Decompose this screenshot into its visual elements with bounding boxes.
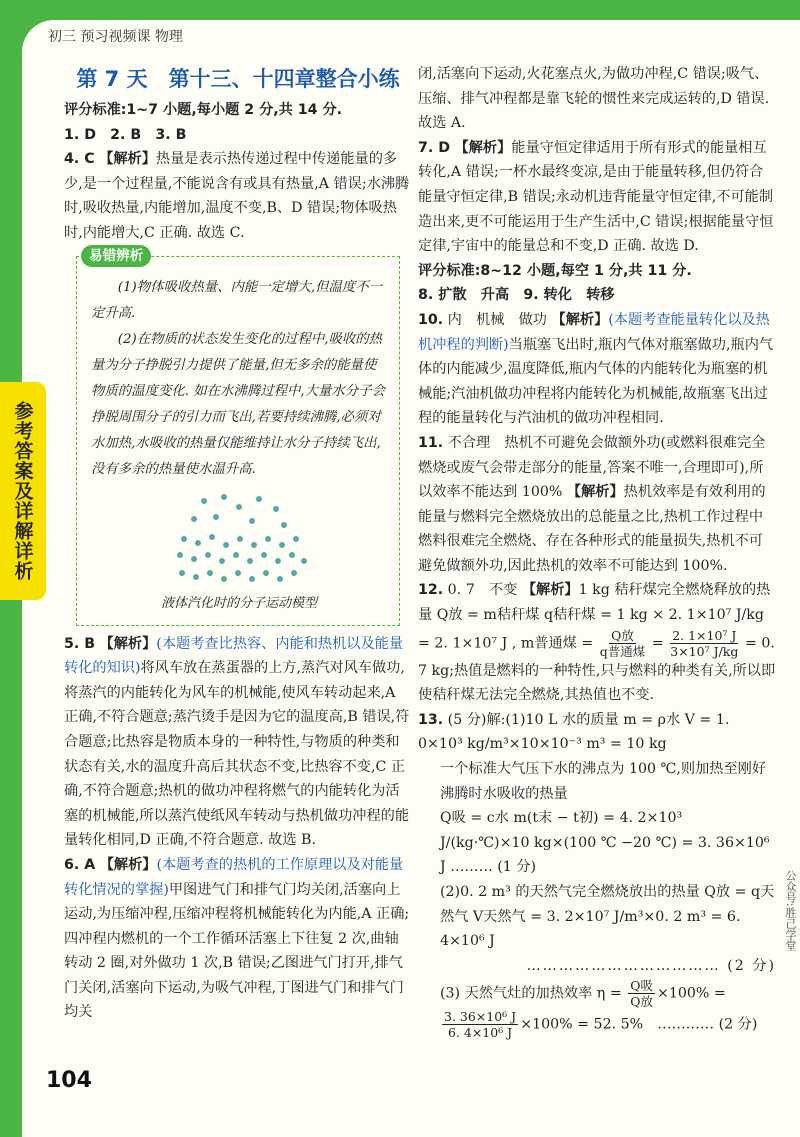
q12-fraction-2-num: 2. 1×10⁷ J bbox=[672, 627, 737, 643]
q13-line-7b: ×100% = 52. 5% ………… (2 分) bbox=[520, 1016, 758, 1033]
side-tab-label: 参考答案及详解详析 bbox=[11, 401, 34, 581]
scoring-standard-1 bbox=[64, 98, 412, 123]
q10-answer: 内 机械 做功 bbox=[447, 311, 547, 328]
question-6 bbox=[64, 853, 412, 1025]
q7-number: 7. D bbox=[418, 139, 450, 156]
question-5 bbox=[64, 632, 412, 853]
q12-fraction-1-den: q普通煤 bbox=[599, 643, 646, 659]
q4-text: 热量是表示热传递过程中传递能量的多少,是一个过程量,不能说含有或具有热量,A 错误;水沸腾时,吸收热量,内能增加,温度不变,B、D 错误;物体吸热时,内能增大,C 正确. 故选 C. bbox=[64, 151, 410, 241]
q12-fraction-2 bbox=[670, 628, 738, 659]
q13-line-6b: ×100% = bbox=[656, 985, 726, 1002]
q5-analysis-tag: 【解析】 bbox=[99, 635, 157, 652]
answers-8-9 bbox=[418, 283, 776, 308]
q6-analysis-tag: 【解析】 bbox=[99, 856, 157, 873]
q13-fraction-4 bbox=[442, 1009, 518, 1040]
q12-fraction-2-den: 3×10⁷ J/kg bbox=[670, 643, 739, 659]
q12-fraction-1 bbox=[600, 628, 646, 659]
page-title: 第 7 天 第十三、十四章整合小练 bbox=[76, 67, 400, 91]
q13-line-3: Q吸 = c水 m(t末 − t初) = 4. 2×10³ J/(kg·℃)×10 kg×(100 ℃ −20 ℃) = 3. 36×10⁶ J ……… (1 分) bbox=[440, 810, 770, 876]
q6-text: 甲图进气门和排气门均关闭,活塞向上运动,为压缩冲程,压缩冲程将机械能转化为内能,A 正确;四冲程内燃机的一个工作循环活塞上下往复 2 次,曲轴转动 2 圈,对外做功 1 次,B 错误;乙图进气门打开,排气门关闭,活塞向下运动,为吸气冲程,丁图进气门和排气门均关 bbox=[64, 881, 410, 1021]
box-paragraph-1: (1)物体吸收热量、内能一定增大,但温度不一定升高. bbox=[91, 279, 383, 321]
q5-text: 将风车放在蒸蛋器的上方,蒸汽对风车做功,将蒸汽的内能转化为风车的机械能,使风车转动起来,A 正确,不符合题意;蒸汽烫手是因为它的温度高,B 错误,符合题意;比热容是物质本身的一种特性,与物质的种类和状态有关,水的温度升高后其状态不变,比热容不变,C 正确,不符合题意;热机的做功冲程将燃气的内能转化为活塞的机械能,所以蒸汽使纸风车转动与热机做功冲程的能量转化相同,D 正确,不符合题意. 故选 B. bbox=[64, 660, 410, 849]
question-7 bbox=[418, 136, 776, 259]
q12-line-2b: = 0. 7 kg;热值是燃料的一种特性,只与燃料的种类有关,所以即使秸秆煤无法完全燃烧,其热值也不变. bbox=[418, 635, 776, 704]
q5-topic: (本题考查比热容、内能和热机以及能量转化的知识) bbox=[64, 635, 404, 677]
question-4 bbox=[64, 147, 412, 245]
question-11 bbox=[418, 431, 776, 579]
q13-fraction-4-den: 6. 4×10⁶ J bbox=[447, 1025, 513, 1041]
q6-number: 6. A bbox=[64, 856, 96, 873]
q10-topic: (本题考查能量转化以及热机冲程的判断) bbox=[418, 311, 770, 353]
q13-number: 13. bbox=[418, 711, 444, 728]
q13-line-7 bbox=[418, 1009, 776, 1040]
q12-answer: 0. 7 不变 bbox=[447, 582, 518, 599]
q13-line-1: (5 分)解:(1)10 L 水的质量 m = ρ水 V = 1. 0×10³ kg/m³×10×10⁻³ m³ = 10 kg bbox=[418, 711, 730, 753]
q7-analysis-tag: 【解析】 bbox=[454, 139, 512, 156]
q12-line-2a: 2. 1×10⁷ J , m普通煤 = bbox=[434, 635, 594, 652]
q13-fraction-3-num: Q吸 bbox=[630, 978, 653, 994]
q13-line-5: ……………………………… (2 分) bbox=[526, 957, 776, 974]
q13-fraction-4-num: 3. 36×10⁶ J bbox=[444, 1009, 517, 1025]
q4-analysis-tag: 【解析】 bbox=[99, 151, 156, 168]
q11-number: 11. bbox=[418, 434, 444, 451]
q12-analysis-tag: 【解析】 bbox=[521, 582, 579, 599]
scoring-standard-2 bbox=[418, 259, 776, 284]
q5-number: 5. B bbox=[64, 635, 96, 652]
q13-fraction-3-den: Q放 bbox=[630, 994, 653, 1010]
box-paragraph-2: (2)在物质的状态发生变化的过程中,吸收的热量为分子挣脱引力提供了能量,但无多余的能量使物质的温度变化. 如在水沸腾过程中,大量水分子会挣脱周围分子的引力而飞出,若要持续沸腾,必须对水加热,水吸收的热量仅能维持让水分子持续飞出,没有多余的热量使水温升高. bbox=[91, 331, 385, 477]
molecule-diagram-caption: 液体汽化时的分子运动模型 bbox=[160, 595, 317, 611]
answers-1-3 bbox=[64, 123, 412, 148]
side-watermark-note: 公众号:胜己学堂 bbox=[784, 870, 797, 951]
scoring-standard-2-text: 评分标准:8~12 小题,每空 1 分,共 11 分. bbox=[418, 262, 692, 279]
q10-number: 10. bbox=[418, 311, 444, 328]
scoring-standard-1-text: 评分标准:1~7 小题,每小题 2 分,共 14 分. bbox=[64, 102, 343, 118]
q13-line-2: 一个标准大气压下水的沸点为 100 ℃,则加热至刚好沸腾时水吸收的热量 bbox=[440, 761, 767, 802]
question-12: 12. 0. 7 不变 【解析】1 kg 秸秆煤完全燃烧释放的热量 Q放 = m秸秆煤 q秸秆煤 = 1 kg × 2. 1×10⁷ J/kg = 2. 1×10⁷ J , m普通煤 = $\frac{\text{Q放}}{\text{q普通煤}}$ = $\frac{\text{2. 1×10⁷ J}}{\text{3×10⁷ J/kg}}$ = 0. 7 kg;热值是燃料的一种特性,只与燃料的种类有关,所以即使秸秆煤无法完全燃烧,其热值也不变. bbox=[418, 582, 776, 704]
q11-analysis-tag: 【解析】 bbox=[566, 484, 624, 501]
running-header: 初三 预习视频课 物理 bbox=[48, 29, 183, 45]
answers-8-9-text: 8. 扩散 升高 9. 转化 转移 bbox=[418, 287, 615, 304]
molecule-diagram bbox=[164, 489, 314, 589]
q13-line-6a: (3) 天然气灶的加热效率 η = bbox=[440, 985, 622, 1002]
common-mistakes-label: 易错辨析 bbox=[81, 245, 151, 267]
q12-fraction-1-num: Q放 bbox=[611, 627, 634, 643]
question-6-continued: 闭,活塞向下运动,火花塞点火,为做功冲程,C 错误;吸气、压缩、排气冲程都是靠飞轮的惯性来完成运转的,D 错误. 故选 A. bbox=[418, 66, 770, 132]
q13-fraction-3 bbox=[628, 978, 655, 1009]
q11-text: 热机效率是有效利用的能量与燃料完全燃烧放出的总能量之比,热机工作过程中燃料很难完全燃烧、存在各种形式的能量损失,热机不可避免做额外功,因此热机的效率不可能达到 100%. bbox=[418, 484, 766, 574]
q12-line-1: 1 kg 秸秆煤完全燃烧释放的热量 Q放 = m秸秆煤 q秸秆煤 = 1 kg × 2. 1×10⁷ J/kg = bbox=[418, 582, 771, 652]
q6-topic: (本题考查的热机的工作原理以及对能量转化情况的掌握) bbox=[64, 856, 404, 898]
q13-line-4: (2)0. 2 m³ 的天然气完全燃烧放出的热量 Q放 = q天然气 V天然气 = 3. 2×10⁷ J/m³×0. 2 m³ = 6. 4×10⁶ J bbox=[440, 884, 775, 950]
left-column bbox=[64, 62, 412, 1025]
question-10 bbox=[418, 308, 776, 431]
question-13 bbox=[418, 708, 776, 757]
q4-number: 4. C bbox=[64, 151, 95, 168]
common-mistakes-box bbox=[76, 247, 400, 626]
q13-line-6 bbox=[418, 978, 776, 1009]
q10-analysis-tag: 【解析】 bbox=[551, 311, 609, 328]
q12-number: 12. bbox=[418, 582, 444, 599]
q11-answer: 不合理 热机不可避免会做额外功(或燃料很难完全燃烧或废气会带走部分的能量,答案不唯一,合理即可),所以效率不能达到 100% bbox=[418, 434, 766, 501]
side-tab bbox=[0, 382, 46, 600]
answers-1-3-text: 1. D 2. B 3. B bbox=[64, 126, 187, 143]
right-column bbox=[418, 62, 776, 1040]
q10-text: 当瓶塞飞出时,瓶内气体对瓶塞做功,瓶内气体的内能减少,温度降低,瓶内气体的内能转化为瓶塞的机械能;汽油机做功冲程将内能转化为机械能,故瓶塞飞出过程的能量转化与汽油机的做功冲程相同. bbox=[418, 336, 774, 427]
page-number: 104 bbox=[46, 1068, 92, 1093]
q7-text: 能量守恒定律适用于所有形式的能量相互转化,A 错误;一杯水最终变凉,是由于能量转移,但仍符合能量守恒定律,B 错误;永动机违背能量守恒定律,不可能制造出来,更不可能运用于生产生活中,C 错误;根据能量守恒定律,宇宙中的能量总和不变,D 正确. 故选 D. bbox=[418, 139, 774, 255]
